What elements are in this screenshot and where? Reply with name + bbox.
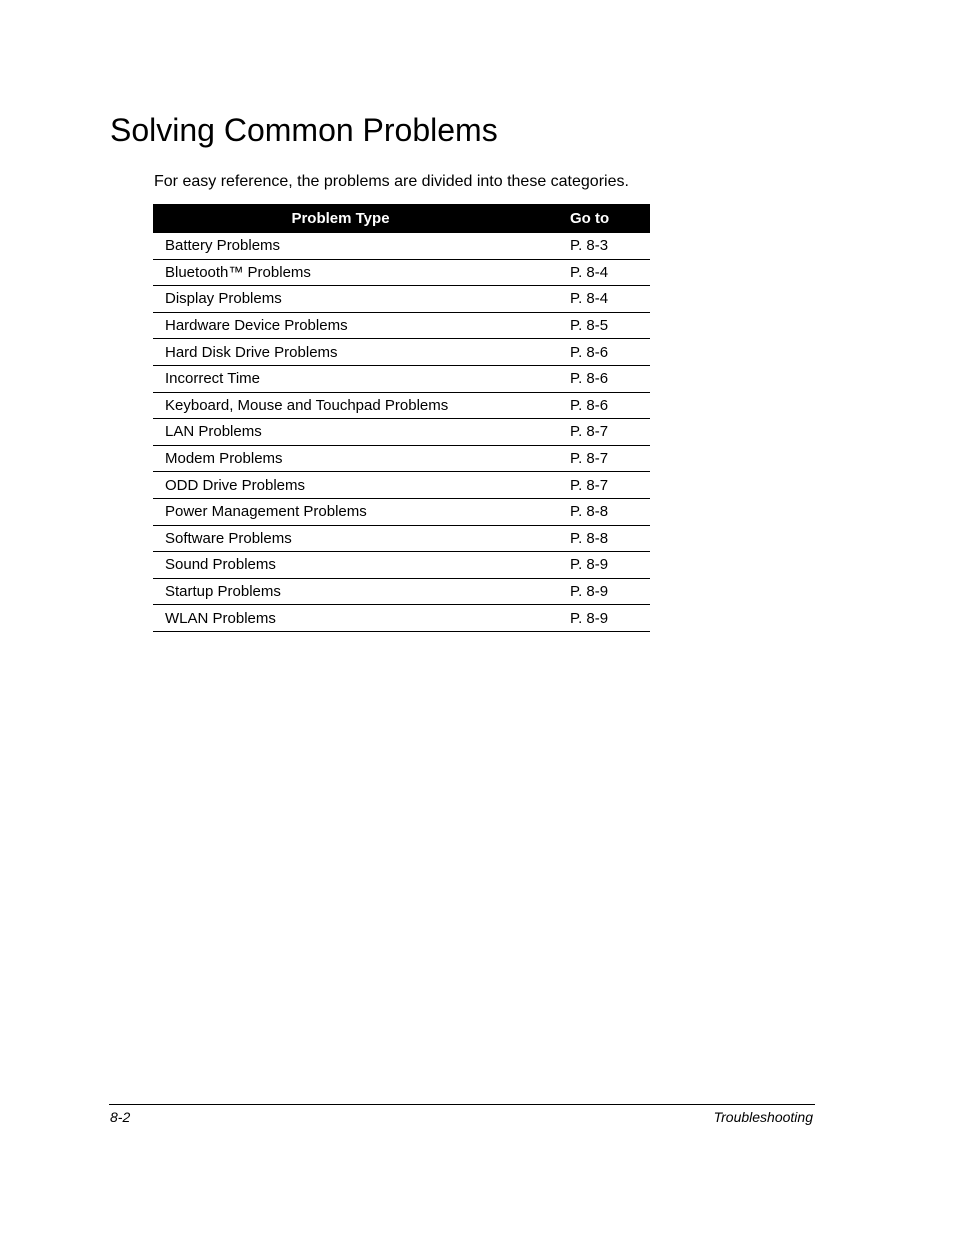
table-row — [153, 472, 650, 499]
table-row — [153, 552, 650, 579]
page-reference-cell: P. 8-3 — [528, 233, 650, 259]
table-row — [153, 339, 650, 366]
table-row — [153, 365, 650, 392]
problem-table — [153, 204, 650, 632]
page-reference-cell: P. 8-7 — [528, 472, 650, 499]
problem-type-cell: Keyboard, Mouse and Touchpad Problems — [153, 392, 528, 419]
footer-page-number: 8-2 — [110, 1109, 131, 1125]
intro-text: For easy reference, the problems are divided into these categories. — [154, 173, 629, 190]
problem-type-cell: Bluetooth™ Problems — [153, 259, 528, 286]
problem-type-cell: Display Problems — [153, 286, 528, 313]
table-row — [153, 498, 650, 525]
table-row — [153, 286, 650, 313]
problem-type-cell: Software Problems — [153, 525, 528, 552]
page-reference-cell: P. 8-7 — [528, 445, 650, 472]
problem-type-cell: ODD Drive Problems — [153, 472, 528, 499]
problem-type-cell: Sound Problems — [153, 552, 528, 579]
page-reference-cell: P. 8-8 — [528, 498, 650, 525]
page-reference-cell: P. 8-4 — [528, 286, 650, 313]
footer-divider — [109, 1104, 815, 1105]
problem-type-cell: Hard Disk Drive Problems — [153, 339, 528, 366]
page-reference-cell: P. 8-6 — [528, 392, 650, 419]
table-row — [153, 445, 650, 472]
table-row — [153, 605, 650, 632]
problem-type-cell: Startup Problems — [153, 578, 528, 605]
table-row — [153, 312, 650, 339]
page-reference-cell: P. 8-9 — [528, 578, 650, 605]
table-body — [153, 233, 650, 631]
page-reference-cell: P. 8-9 — [528, 552, 650, 579]
problem-type-cell: WLAN Problems — [153, 605, 528, 632]
problem-type-cell: LAN Problems — [153, 419, 528, 446]
problem-type-cell: Power Management Problems — [153, 498, 528, 525]
column-header-go-to: Go to — [528, 204, 650, 233]
page-reference-cell: P. 8-4 — [528, 259, 650, 286]
problem-type-cell: Incorrect Time — [153, 365, 528, 392]
page-reference-cell: P. 8-9 — [528, 605, 650, 632]
page-reference-cell: P. 8-7 — [528, 419, 650, 446]
table-row — [153, 419, 650, 446]
page-title: Solving Common Problems — [110, 112, 498, 148]
page-reference-cell: P. 8-6 — [528, 365, 650, 392]
page-reference-cell: P. 8-5 — [528, 312, 650, 339]
table-row — [153, 392, 650, 419]
table-row — [153, 578, 650, 605]
table-row — [153, 233, 650, 259]
footer-chapter-title: Troubleshooting — [713, 1109, 813, 1125]
problem-type-cell: Battery Problems — [153, 233, 528, 259]
problem-type-cell: Modem Problems — [153, 445, 528, 472]
problem-type-cell: Hardware Device Problems — [153, 312, 528, 339]
table-header-row — [153, 204, 650, 233]
table-row — [153, 259, 650, 286]
column-header-problem-type: Problem Type — [153, 204, 528, 233]
table-row — [153, 525, 650, 552]
page-reference-cell: P. 8-6 — [528, 339, 650, 366]
page-reference-cell: P. 8-8 — [528, 525, 650, 552]
